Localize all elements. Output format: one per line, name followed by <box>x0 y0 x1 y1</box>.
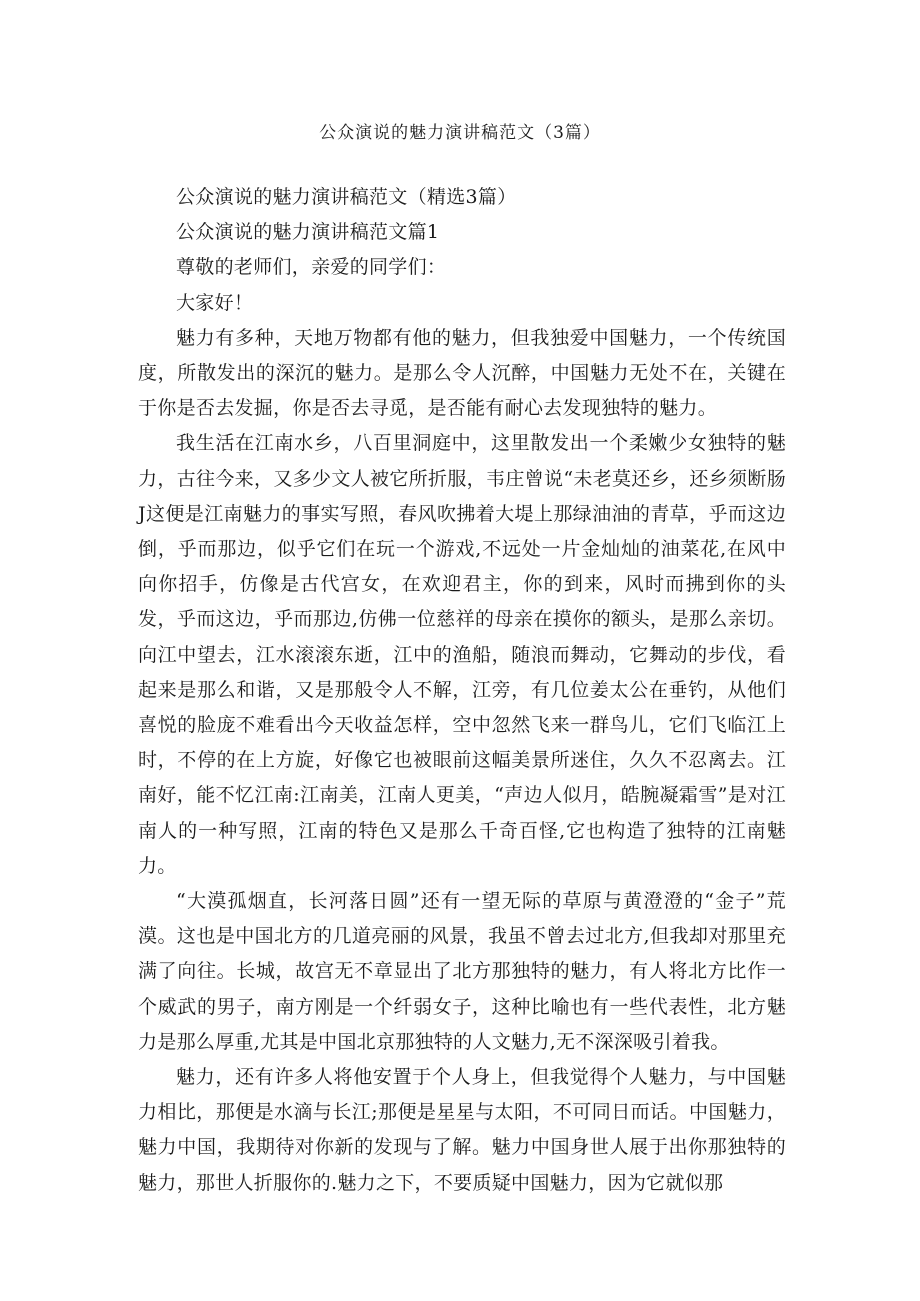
salutation: 尊敬的老师们，亲爱的同学们： <box>176 256 447 279</box>
document-title: 公众演说的魅力演讲稿范文（3篇） <box>319 123 601 143</box>
greeting: 大家好！ <box>176 291 254 314</box>
document-body <box>138 180 786 1201</box>
section-heading: 公众演说的魅力演讲稿范文篇1 <box>176 221 440 244</box>
paragraph: 魅力，还有许多人将他安置于个人身上，但我觉得个人魅力，与中国魅力相比，那便是水滴与长江;那便是星星与太阳，不可同日而话。中国魅力，魅力中国，我期待对你新的发现与了解。魅力中国身世人展于出你那独特的魅力，那世人折服你的.魅力之下，不要质疑中国魅力，因为它就似那 <box>138 1066 786 1194</box>
subtitle-line: 公众演说的魅力演讲稿范文（精选3篇） <box>176 186 517 208</box>
paragraph: 魅力有多种，天地万物都有他的魅力，但我独爱中国魅力，一个传统国度，所散发出的深沉的魅力。是那么令人沉醉，中国魅力无处不在，关键在于你是否去发掘，你是否去寻觅，是否能有耐心去发现独特的魅力。 <box>138 326 786 420</box>
paragraph: “大漠孤烟直，长河落日圆”还有一望无际的草原与黄澄澄的“金子”荒漠。这也是中国北方的几道亮丽的风景，我虽不曾去过北方,但我却对那里充满了向往。长城，故宫无不章显出了北方那独特的魅力，有人将北方比作一个威武的男子，南方刚是一个纤弱女子，这种比喻也有一些代表性，北方魅力是那么厚重,尤其是中国北京那独特的人文魅力,无不深深吸引着我。 <box>138 890 786 1053</box>
paragraph: 我生活在江南水乡，八百里洞庭中，这里散发出一个柔嫩少女独特的魅力，古往今来，又多少文人被它所折服，韦庄曾说“未老莫还乡，还乡须断肠J这便是江南魅力的事实写照，春风吹拂着大堤上那绿油油的青草，乎而这边倒，乎而那边，似乎它们在玩一个游戏,不远处一片金灿灿的油菜花,在风中向你招手，仿像是古代宫女，在欢迎君主，你的到来，风时而拂到你的头发，乎而这边，乎而那边,仿佛一位慈祥的母亲在摸你的额头，是那么亲切。向江中望去，江水滚滚东逝，江中的渔船，随浪而舞动，它舞动的步伐，看起来是那么和谐，又是那般令人不解，江旁，有几位姜太公在垂钓，从他们喜悦的脸庞不难看出今天收益怎样，空中忽然飞来一群鸟儿，它们飞临江上时，不停的在上方旋，好像它也被眼前这幅美景所迷住，久久不忍离去。江南好，能不忆江南:江南美，江南人更美，“声边人似月，皓腕凝霜雪”是对江南人的一种写照，江南的特色又是那么千奇百怪,它也构造了独特的江南魅力。 <box>138 432 786 877</box>
